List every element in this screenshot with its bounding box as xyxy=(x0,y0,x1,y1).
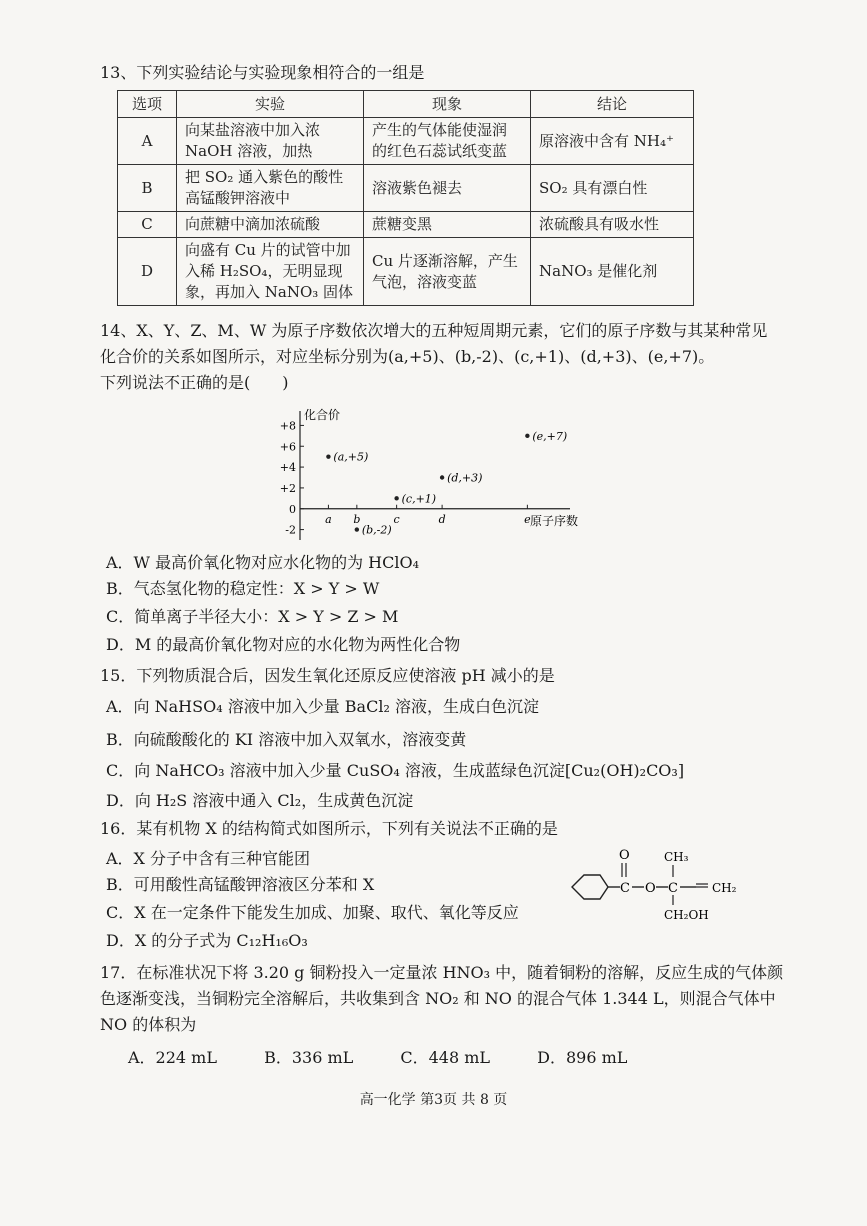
x-axis-label: 原子序数 xyxy=(530,513,579,528)
valence-chart xyxy=(270,405,600,550)
atom-o-ester: O xyxy=(645,881,656,896)
header-phenomenon: 现象 xyxy=(364,91,531,118)
q17-line3: NO 的体积为 xyxy=(100,1015,197,1034)
header-option: 选项 xyxy=(118,91,177,118)
q17-line1: 17．在标准状况下将 3.20 g 铜粉投入一定量浓 HNO₃ 中，随着铜粉的溶解，反应生成的气体颜 xyxy=(100,963,784,982)
data-point xyxy=(326,454,330,458)
data-point-label: (d,+3) xyxy=(447,471,483,485)
x-tick-label: e xyxy=(524,512,531,526)
cell-line: 象，再加入 NaNO₃ 固体 xyxy=(185,283,354,301)
q14-line2: 化合价的关系如图所示，对应坐标分别为(a,+5)、(b,-2)、(c,+1)、(d,+3)、(e,+7)。 xyxy=(100,347,715,366)
q14-option-a[interactable]: A．W 最高价氧化物对应水化物的为 HClO₄ xyxy=(106,553,420,572)
cell-line: 的红色石蕊试纸变蓝 xyxy=(372,142,508,160)
y-tick-label: +4 xyxy=(279,461,296,475)
x-tick-label: a xyxy=(325,512,332,526)
q17-option-c[interactable]: C．448 mL xyxy=(400,1048,491,1067)
group-ch2: CH₂ xyxy=(712,881,737,895)
q16-option-c[interactable]: C．X 在一定条件下能发生加成、加聚、取代、氧化等反应 xyxy=(106,903,519,922)
cell-line: 向盛有 Cu 片的试管中加 xyxy=(185,241,351,259)
q14-line3: 下列说法不正确的是( ) xyxy=(100,373,289,392)
data-point xyxy=(440,475,444,479)
group-ch2oh: CH₂OH xyxy=(664,908,709,922)
benzene-ring xyxy=(572,875,608,899)
data-point xyxy=(394,496,398,500)
header-conclusion: 结论 xyxy=(531,91,694,118)
table-row xyxy=(118,212,694,238)
q14-line1: 14、X、Y、Z、M、W 为原子序数依次增大的五种短周期元素，它们的原子序数与其某种常见 xyxy=(100,321,768,340)
q14-option-c[interactable]: C．简单离子半径大小：X > Y > Z > M xyxy=(106,607,399,626)
data-point-label: (c,+1) xyxy=(401,492,437,506)
y-tick-label: +8 xyxy=(279,419,296,433)
q15-stem: 15．下列物质混合后，因发生氧化还原反应使溶液 pH 减小的是 xyxy=(100,666,555,685)
cell-line: 高锰酸钾溶液中 xyxy=(185,189,291,207)
q14-option-b[interactable]: B．气态氢化物的稳定性：X > Y > W xyxy=(106,579,380,598)
y-tick-label: +2 xyxy=(279,481,296,495)
cell-line: 气泡，溶液变蓝 xyxy=(372,272,478,291)
atom-c: C xyxy=(620,881,630,896)
molecule-structure xyxy=(560,845,760,925)
cell-line: NaOH 溶液，加热 xyxy=(185,142,313,160)
q17-line2: 色逐渐变浅，当铜粉完全溶解后，共收集到含 NO₂ 和 NO 的混合气体 1.344 L，则混合气体中 xyxy=(100,989,776,1008)
data-point xyxy=(525,434,529,438)
row-phenomenon xyxy=(364,238,531,306)
q15-option-c[interactable]: C．向 NaHCO₃ 溶液中加入少量 CuSO₄ 溶液，生成蓝绿色沉淀[Cu₂(OH)₂CO₃] xyxy=(106,761,685,780)
q17-options xyxy=(128,1045,669,1068)
q13-stem: 13、下列实验结论与实验现象相符合的一组是 xyxy=(100,63,425,82)
y-tick-label: 0 xyxy=(289,502,296,516)
table-header-row xyxy=(118,91,694,118)
table-row xyxy=(118,118,694,165)
row-phenomenon: 蔗糖变黑 xyxy=(364,212,531,238)
q15-option-a[interactable]: A．向 NaHSO₄ 溶液中加入少量 BaCl₂ 溶液，生成白色沉淀 xyxy=(106,697,539,716)
y-axis-label: 化合价 xyxy=(304,408,341,422)
cell-line: Cu 片逐渐溶解，产生 xyxy=(372,251,518,270)
q15-option-b[interactable]: B．向硫酸酸化的 KI 溶液中加入双氧水，溶液变黄 xyxy=(106,730,467,749)
data-point-label: (b,-2) xyxy=(361,523,392,537)
table-row xyxy=(118,238,694,306)
row-experiment xyxy=(177,165,364,212)
row-conclusion: SO₂ 具有漂白性 xyxy=(531,165,694,212)
header-experiment: 实验 xyxy=(177,91,364,118)
y-tick-label: -2 xyxy=(285,523,296,537)
q14-option-d[interactable]: D．M 的最高价氧化物对应的水化物为两性化合物 xyxy=(106,635,461,654)
q16-option-b[interactable]: B．可用酸性高锰酸钾溶液区分苯和 X xyxy=(106,875,375,894)
row-conclusion: NaNO₃ 是催化剂 xyxy=(531,238,694,306)
q13-table xyxy=(117,90,694,306)
row-option: A xyxy=(118,118,177,165)
table-row xyxy=(118,165,694,212)
x-tick-label: c xyxy=(393,512,400,526)
row-experiment xyxy=(177,118,364,165)
q16-stem: 16．某有机物 X 的结构简式如图所示，下列有关说法不正确的是 xyxy=(100,819,558,838)
group-ch3: CH₃ xyxy=(664,850,689,864)
q17-option-b[interactable]: B．336 mL xyxy=(264,1048,354,1067)
q15-option-d[interactable]: D．向 H₂S 溶液中通入 Cl₂，生成黄色沉淀 xyxy=(106,791,414,810)
data-point xyxy=(355,527,359,531)
row-experiment xyxy=(177,238,364,306)
data-point-label: (a,+5) xyxy=(333,450,369,464)
q17-option-d[interactable]: D．896 mL xyxy=(537,1048,628,1067)
x-tick-label: b xyxy=(353,512,361,526)
atom-c-quaternary: C xyxy=(668,881,678,896)
y-tick-label: +6 xyxy=(279,440,296,454)
row-conclusion: 原溶液中含有 NH₄⁺ xyxy=(531,118,694,165)
row-phenomenon: 溶液紫色褪去 xyxy=(364,165,531,212)
data-point-label: (e,+7) xyxy=(532,429,568,443)
page-footer: 高一化学 第3页 共 8 页 xyxy=(359,1092,508,1108)
q17-option-a[interactable]: A．224 mL xyxy=(128,1048,217,1067)
q16-option-a[interactable]: A．X 分子中含有三种官能团 xyxy=(106,849,311,868)
q16-option-d[interactable]: D．X 的分子式为 C₁₂H₁₆O₃ xyxy=(106,931,308,950)
cell-line: 向某盐溶液中加入浓 xyxy=(185,121,321,139)
row-option: B xyxy=(118,165,177,212)
x-tick-label: d xyxy=(438,512,446,526)
row-option: C xyxy=(118,212,177,238)
cell-line: 把 SO₂ 通入紫色的酸性 xyxy=(185,168,344,186)
row-phenomenon xyxy=(364,118,531,165)
atom-o-carbonyl: O xyxy=(619,848,630,863)
row-conclusion: 浓硫酸具有吸水性 xyxy=(531,212,694,238)
cell-line: 产生的气体能使湿润 xyxy=(372,121,508,139)
row-experiment: 向蔗糖中滴加浓硫酸 xyxy=(177,212,364,238)
row-option: D xyxy=(118,238,177,306)
cell-line: 入稀 H₂SO₄，无明显现 xyxy=(185,262,343,280)
